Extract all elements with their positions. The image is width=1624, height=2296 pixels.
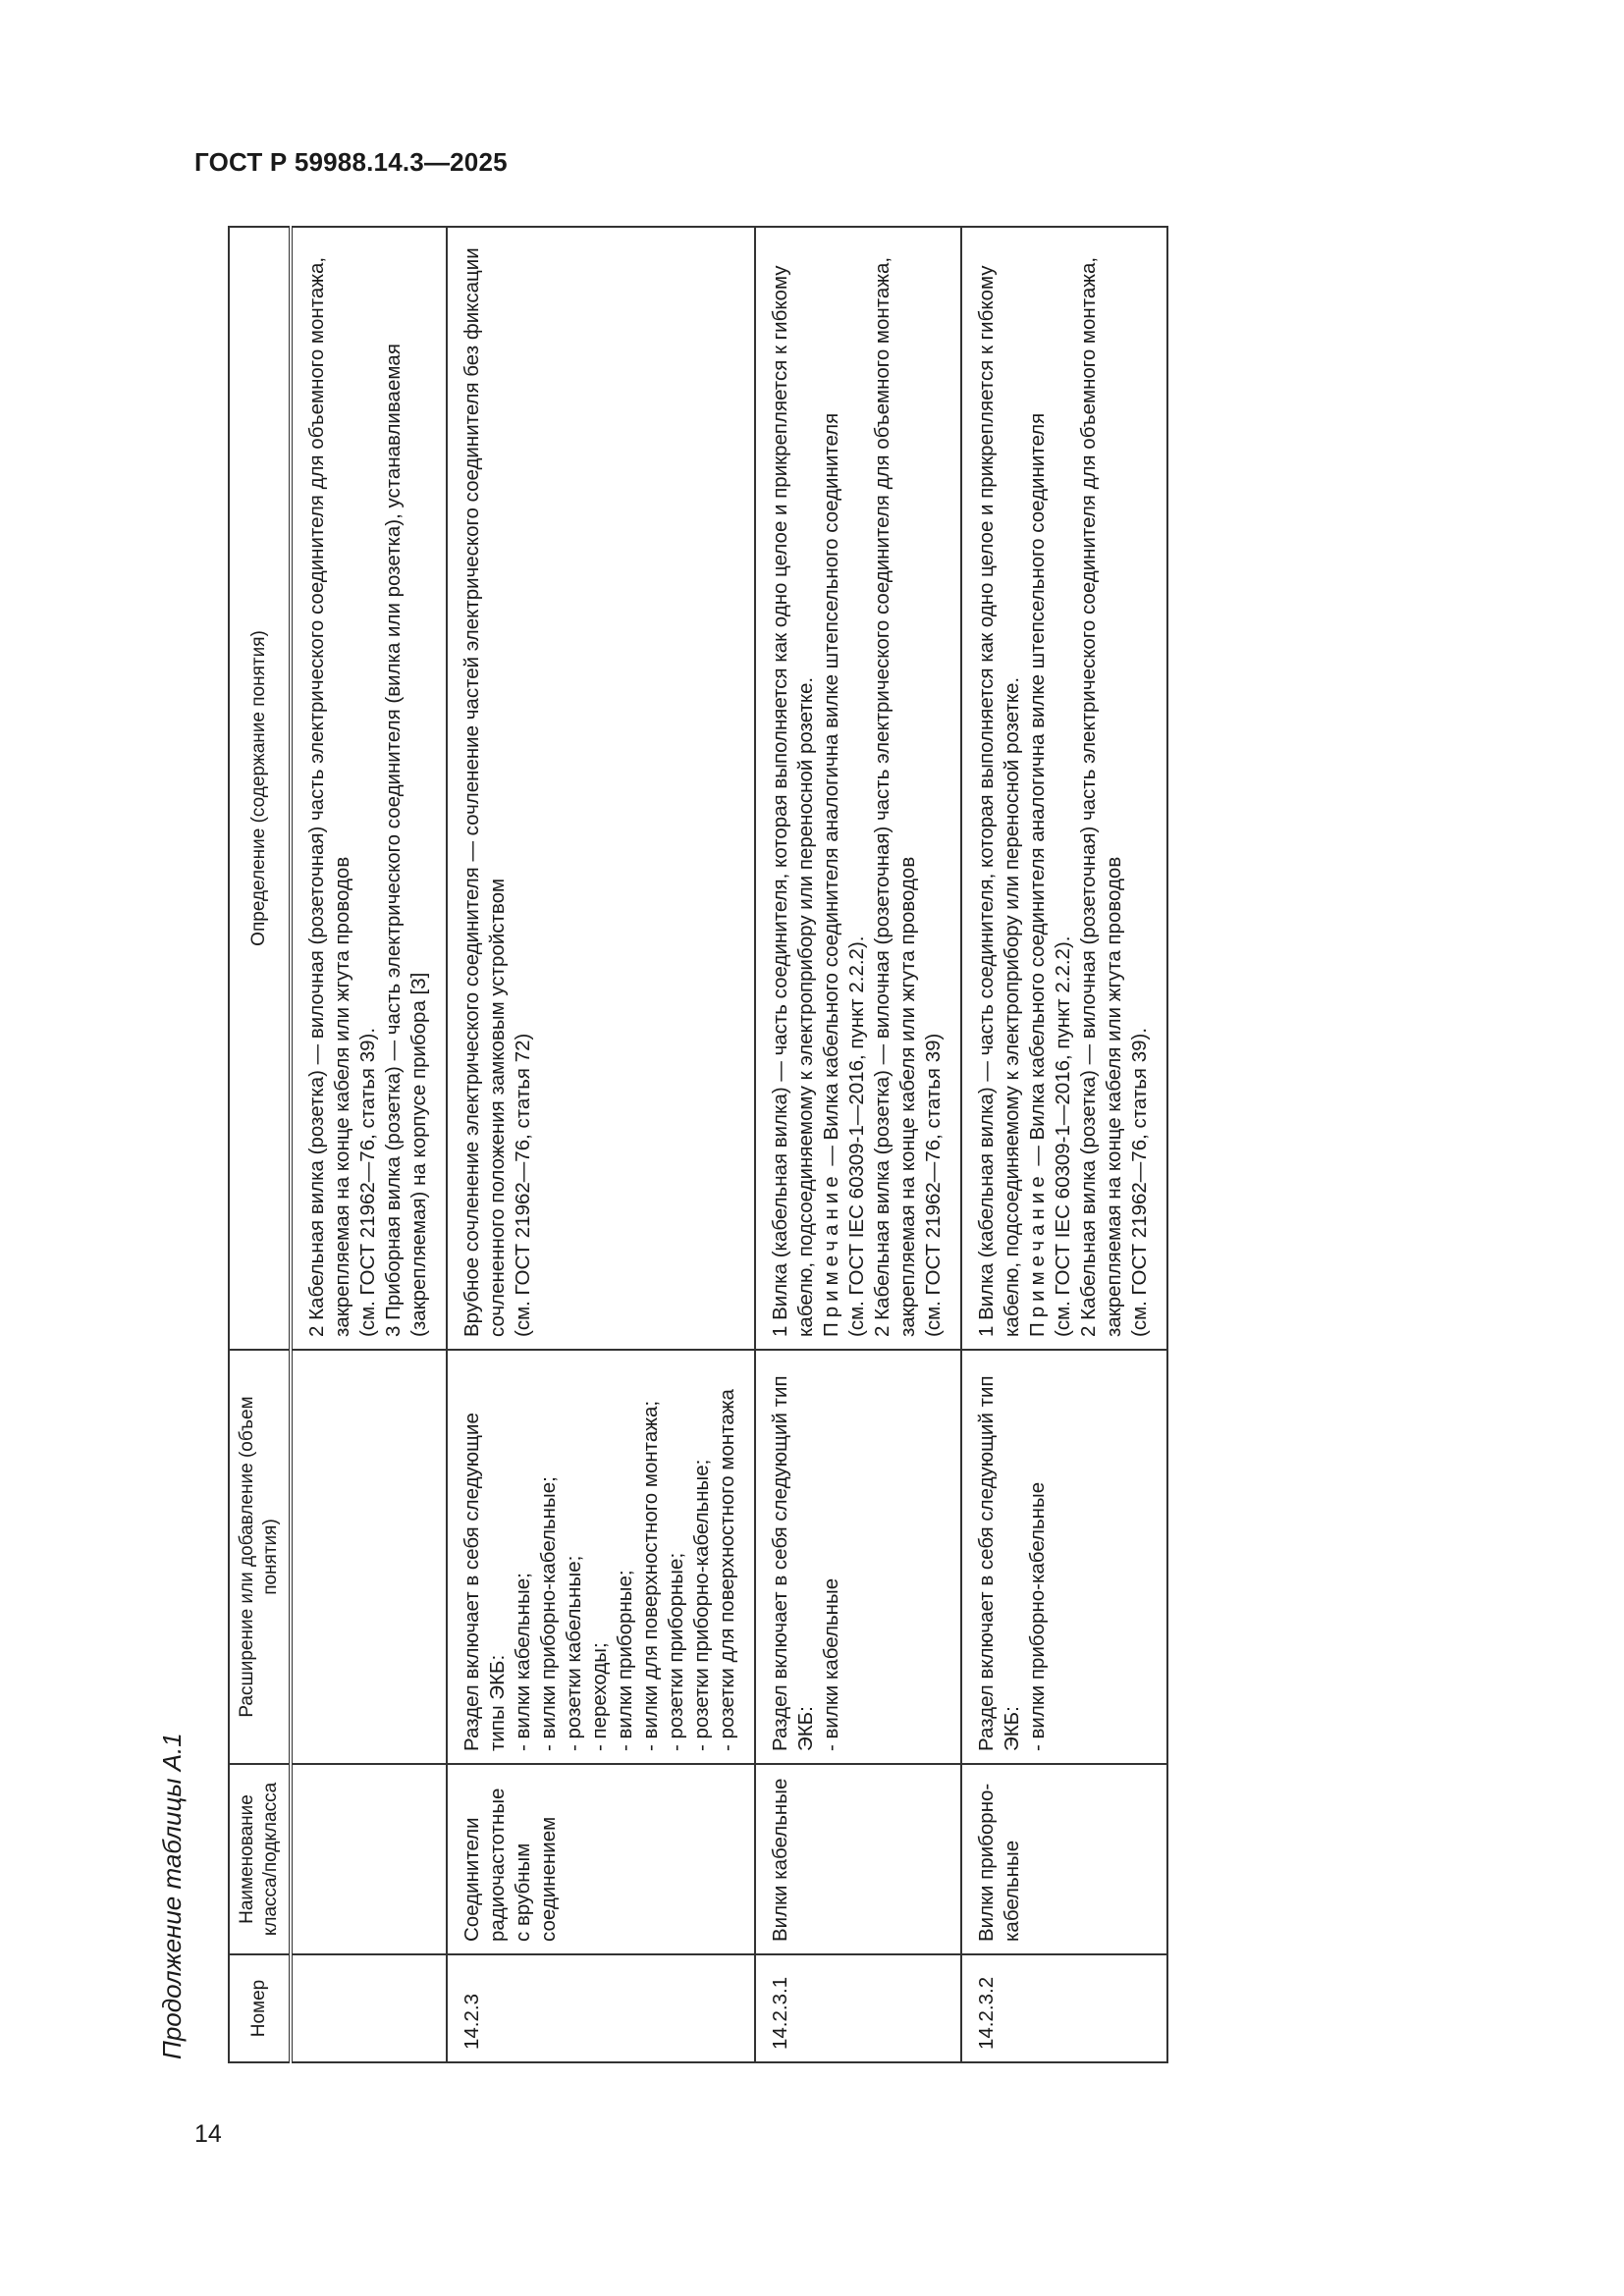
column-header-number: Номер [229, 1954, 291, 2062]
document-header: ГОСТ Р 59988.14.3—2025 [194, 147, 508, 177]
cell-definition [447, 227, 755, 1350]
extension-line: - вилки приборные; [614, 1570, 636, 1751]
cell-name [291, 1764, 447, 1954]
page-number: 14 [194, 2120, 222, 2148]
cell-number: 14.2.3.1 [755, 1954, 961, 2062]
definition-text: 1 Вилка (кабельная вилка) — часть соединителя, которая выполняется как одно целое и прикрепляется к гибкому кабелю, подсоединяемому к электроприбору или переносной розетке. [769, 265, 817, 1337]
note-label: Примечание [820, 1171, 842, 1337]
extension-line: Раздел включает в себя следующий тип ЭКБ: [975, 1375, 1023, 1751]
cell-extension [755, 1350, 961, 1764]
definition-text: (см. ГОСТ IEC 60309-1—2016, пункт 2.2.2). [1052, 935, 1074, 1337]
definition-text: (см. ГОСТ 21962—76, статья 39). [1128, 1027, 1151, 1337]
extension-line: - вилки кабельные; [512, 1573, 534, 1751]
cell-definition [961, 227, 1167, 1350]
cell-extension [961, 1350, 1167, 1764]
definition-text: 1 Вилка (кабельная вилка) — часть соединителя, которая выполняется как одно целое и прикрепляется к гибкому кабелю, подсоединяемому к электроприбору или переносной розетке. [975, 265, 1023, 1337]
definition-text: 3 Приборная вилка (розетка) — часть электрического соединителя (вилка или розетка), устанавливаемая (закрепляемая) на корпусе прибора [3] [382, 344, 430, 1337]
classification-table [228, 226, 1168, 2063]
cell-name: Вилки приборно-кабельные [961, 1764, 1167, 1954]
cell-name: Вилки кабельные [755, 1764, 961, 1954]
cell-name: Соединители радиочастотные с врубным соединением [447, 1764, 755, 1954]
extension-line: - розетки кабельные; [563, 1555, 585, 1751]
cell-extension [447, 1350, 755, 1764]
definition-text: (см. ГОСТ 21962—76, статья 39) [922, 1033, 945, 1337]
note-text: Вилка кабельного соединителя аналогична вилке штепсельного соединителя [1026, 412, 1049, 1141]
extension-line: - вилки приборно-кабельные [1026, 1481, 1049, 1751]
extension-line: - вилки для поверхностного монтажа; [639, 1400, 662, 1751]
table-row [291, 227, 447, 2062]
table-row [961, 227, 1167, 2062]
extension-line: Раздел включает в себя следующие типы ЭКБ: [460, 1413, 509, 1751]
cell-extension [291, 1350, 447, 1764]
extension-line: - вилки кабельные [820, 1577, 842, 1751]
definition-text: 2 Кабельная вилка (розетка) — вилочная (розеточная) часть электрического соединителя для объемного монтажа, закрепляемая на конце кабеля или жгута проводов [1077, 256, 1125, 1337]
definition-text: (см. ГОСТ 21962—76, статья 72) [512, 1033, 534, 1337]
definition-text: 2 Кабельная вилка (розетка) — вилочная (розеточная) часть электрического соединителя для объемного монтажа, закрепляемая на конце кабеля или жгута проводов [305, 256, 353, 1337]
note-label: Примечание [1026, 1171, 1049, 1337]
definition-text: (см. ГОСТ 21962—76, статья 39). [356, 1027, 379, 1337]
cell-number: 14.2.3 [447, 1954, 755, 2062]
table-row [755, 227, 961, 2062]
column-header-extension: Расширение или добавление (объем понятия) [229, 1350, 291, 1764]
column-header-definition: Определение (содержание понятия) [229, 227, 291, 1350]
cell-definition [755, 227, 961, 1350]
cell-number [291, 1954, 447, 2062]
note-paragraph: Примечание — Вилка кабельного соединителя аналогична вилке штепсельного соединителя [820, 412, 842, 1337]
extension-line: - розетки приборно-кабельные; [690, 1459, 713, 1751]
definition-text: 2 Кабельная вилка (розетка) — вилочная (розеточная) часть электрического соединителя для объемного монтажа, закрепляемая на конце кабеля или жгута проводов [871, 256, 919, 1337]
cell-definition [291, 227, 447, 1350]
extension-line: - розетки для поверхностного монтажа [716, 1389, 738, 1751]
column-header-name: Наименование класса/подкласса [229, 1764, 291, 1954]
definition-text: (см. ГОСТ IEC 60309-1—2016, пункт 2.2.2). [845, 935, 868, 1337]
extension-line: - вилки приборно-кабельные; [537, 1476, 560, 1751]
extension-line: Раздел включает в себя следующий тип ЭКБ: [769, 1375, 817, 1751]
extension-line: - переходы; [588, 1642, 611, 1751]
table-caption: Продолжение таблицы А.1 [157, 1733, 187, 2059]
definition-text: Врубное сочленение электрического соединителя — сочленение частей электрического соединителя без фиксации сочлененного положения замковым устройством [460, 247, 509, 1337]
table-header-row [229, 227, 291, 2062]
rotated-table-area [157, 226, 1532, 2101]
note-text: Вилка кабельного соединителя аналогична вилке штепсельного соединителя [820, 412, 842, 1141]
extension-line: - розетки приборные; [665, 1552, 687, 1751]
table-row [447, 227, 755, 2062]
cell-number: 14.2.3.2 [961, 1954, 1167, 2062]
note-paragraph: Примечание — Вилка кабельного соединителя аналогична вилке штепсельного соединителя [1026, 412, 1049, 1337]
